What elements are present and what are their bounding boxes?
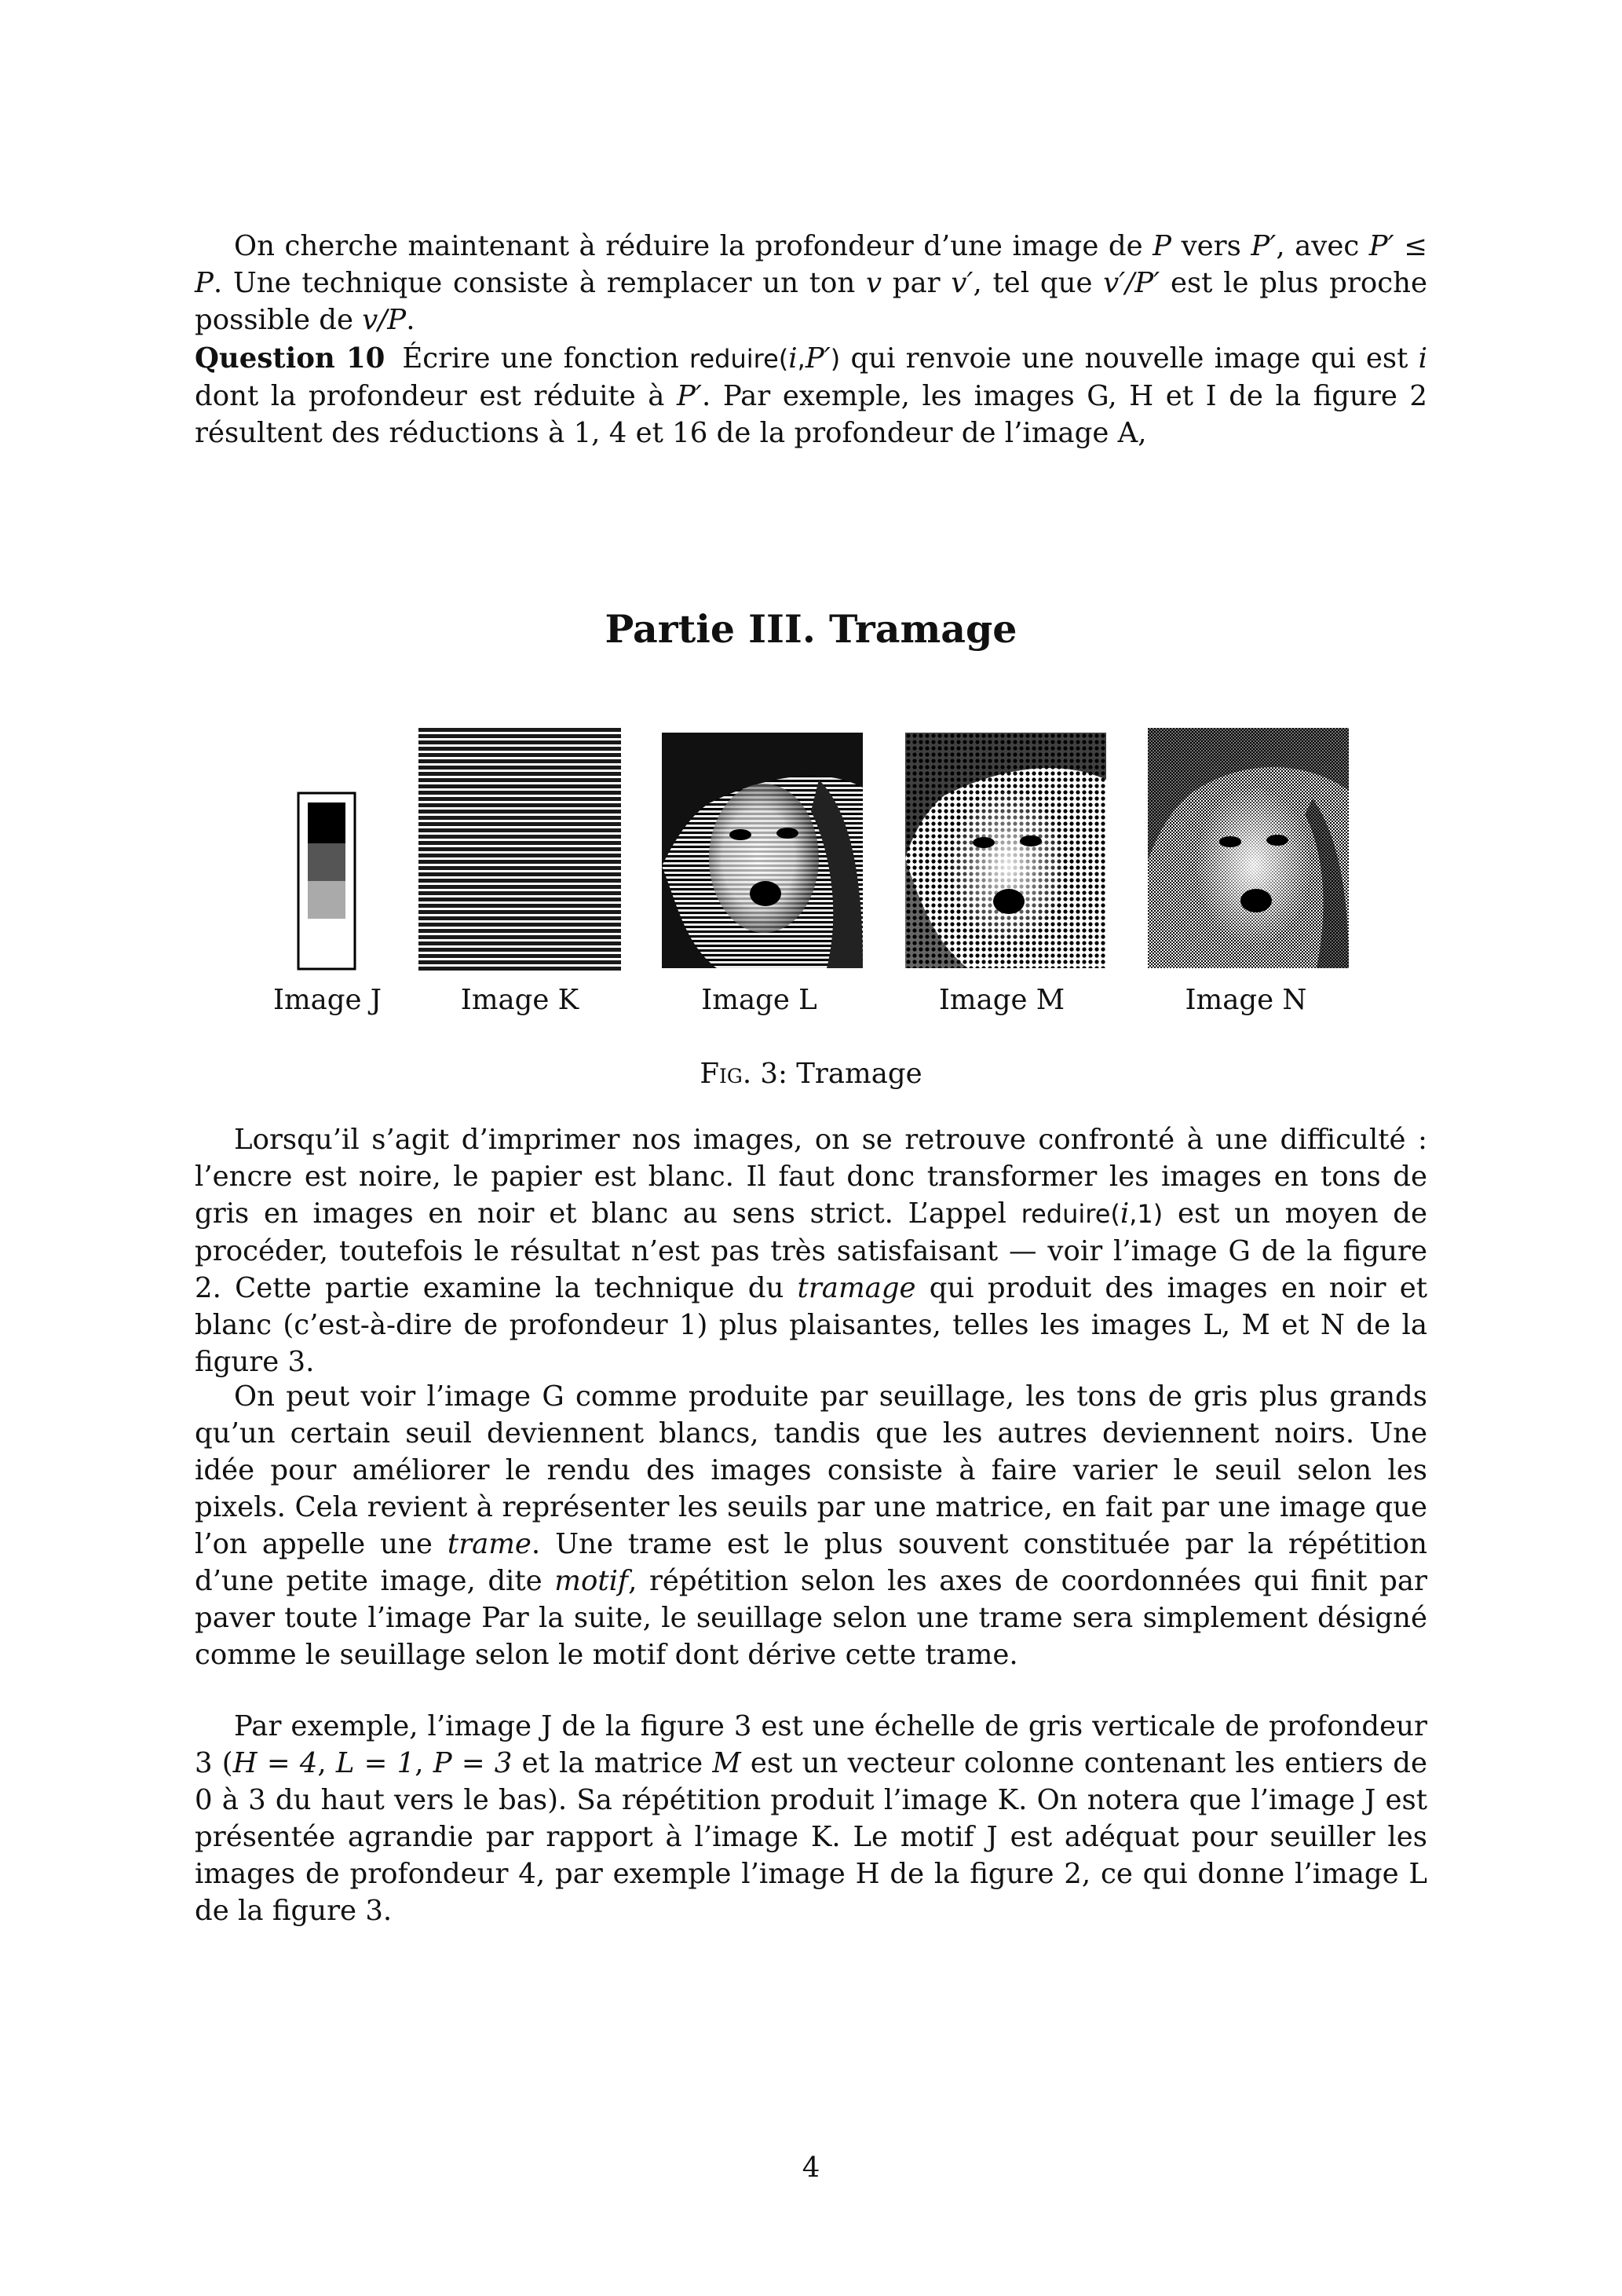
math-var: P′ [677, 380, 702, 412]
page-number: 4 [802, 2152, 820, 2184]
image-n-mouth [1240, 889, 1272, 912]
image-l-eye [729, 829, 751, 840]
caption-prefix: Fig. [700, 1058, 752, 1090]
math-var: P′ [1251, 230, 1277, 262]
text-run: , répétition selon les axes de coordonnées qui finit par paver toute l’image Par la suite, le seuillage selon une trame sera simplement désigné comme le seuillage selon le motif dont dérive cette trame. [195, 1565, 1427, 1671]
paragraph-printing [195, 1121, 1427, 1380]
figure-label-image-n: Image N [1185, 984, 1307, 1016]
text-run: . Une technique consiste à remplacer un ton [213, 267, 866, 299]
paragraph-example [195, 1708, 1427, 1929]
code-fn: reduire( [1021, 1199, 1120, 1229]
text-run: et la matrice [512, 1747, 713, 1779]
image-m-mouth [993, 889, 1025, 914]
question-10 [195, 340, 1427, 452]
image-j-cell [308, 881, 345, 919]
text-run: est un vecteur colonne contenant les entiers de 0 à 3 du haut vers le bas). Sa répétition produit l’image K. On notera que l’image J est présentée agrandie par rapport à l’image K. Le motif J est adéquat pour seuiller les images de profondeur 4, par exemple l’image H de la figure 2, ce qui donne l’image L de la figure 3. [195, 1747, 1427, 1927]
intro-paragraph [195, 228, 1427, 338]
text-run: Lorsqu’il s’agit d’imprimer nos images, on se retrouve confronté à une difficulté : l’encre est noire, le papier est blanc. Il faut donc transformer les images en tons de gris en images en noir et blanc au sens strict. L’appel [195, 1124, 1427, 1230]
code-rest: ,1) [1129, 1199, 1164, 1229]
text-run: dont la profondeur est réduite à [195, 380, 678, 412]
image-n-face [1197, 788, 1310, 942]
section-title: Partie III. Tramage [605, 606, 1017, 652]
text-run: , tel que [973, 267, 1104, 299]
text-run: On cherche maintenant à réduire la profondeur d’une image de [234, 230, 1153, 262]
math-var: i [1120, 1197, 1130, 1230]
image-m [905, 733, 1106, 968]
text-run: . [406, 304, 415, 336]
emphasis: tramage [797, 1272, 916, 1304]
question-label: Question 10 [195, 342, 385, 375]
figure-caption [0, 1058, 1622, 1090]
text-run: qui produit des images en noir et blanc (c’est-à-dire de profondeur 1) plus plaisantes, telles les images L, M et N de la figure 3. [195, 1272, 1427, 1378]
image-m-face [951, 792, 1064, 941]
image-n-eye [1219, 836, 1241, 847]
emphasis: motif [554, 1565, 629, 1597]
image-l [662, 733, 863, 968]
math-var: v′ [951, 267, 974, 299]
image-l-face [709, 784, 819, 933]
figure-3 [0, 711, 1622, 978]
code-reduire [689, 344, 840, 374]
image-j-cell [308, 843, 345, 881]
caption-text: 3: Tramage [751, 1058, 922, 1090]
emphasis: trame [447, 1528, 532, 1560]
text-run: par [882, 267, 952, 299]
math-inequality: P′ ≤ P [195, 230, 1427, 299]
text-run: On peut voir l’image G comme produite par seuillage, les tons de gris plus grands qu’un certain seuil deviennent blancs, tandis que les autres deviennent noirs. Une idée pour améliorer le rendu des images consiste à faire varier le seuil selon les pixels. Cela revient à représenter les seuils par une matrice, en fait par une image que l’on appelle une [195, 1380, 1427, 1560]
image-n [1148, 728, 1349, 968]
image-j-cell [308, 803, 345, 843]
code-sep: , [797, 344, 806, 374]
text-run: Par exemple, l’image J de la figure 3 est une échelle de gris verticale de profondeur 3 ( [195, 1710, 1427, 1779]
text-run: , [415, 1747, 433, 1779]
text-run: est le plus proche possible de [195, 267, 1427, 336]
code-close: ) [830, 344, 841, 374]
image-j-cell [308, 919, 345, 960]
math-var: M [712, 1747, 741, 1779]
figure-label-image-k: Image K [460, 984, 579, 1016]
figure-label-image-m: Image M [938, 984, 1065, 1016]
text-run: qui renvoie une nouvelle image qui est [840, 342, 1419, 375]
image-l-mouth [750, 881, 781, 906]
text-run: vers [1171, 230, 1251, 262]
math-ratio: v/P [362, 304, 407, 336]
image-k-stripes [418, 728, 621, 971]
text-run: . Une trame est le plus souvent constituée par la répétition d’une petite image, dite [195, 1528, 1428, 1597]
math-equation: P = 3 [433, 1747, 513, 1779]
text-run: , avec [1276, 230, 1369, 262]
math-var: P′ [805, 342, 831, 375]
image-l-eye [776, 828, 798, 839]
image-j [297, 792, 356, 971]
image-n-eye [1266, 835, 1288, 846]
text-run: . Par exemple, les images G, H et I de la figure 2 résultent des réductions à 1, 4 et 16 de la profondeur de l’image A, [195, 380, 1427, 449]
code-reduire [1021, 1199, 1164, 1229]
math-equation: H = 4 [232, 1747, 318, 1779]
figure-label-image-l: Image L [701, 984, 817, 1016]
image-k [418, 728, 621, 971]
code-fn: reduire( [689, 344, 789, 374]
math-var: P [1153, 230, 1172, 262]
image-m-eye [1020, 835, 1042, 846]
math-var: i [788, 342, 798, 375]
math-var: i [1418, 342, 1427, 375]
text-run: , [317, 1747, 336, 1779]
text-run: est un moyen de procéder, toutefois le résultat n’est pas très satisfaisant — voir l’image G de la figure 2. Cette partie examine la technique du [195, 1197, 1428, 1304]
paragraph-thresholding [195, 1378, 1427, 1673]
math-var: v [865, 267, 882, 299]
math-equation: L = 1 [335, 1747, 415, 1779]
figure-label-image-j: Image J [272, 984, 382, 1016]
image-m-eye [973, 837, 995, 848]
math-ratio: v′/P′ [1103, 267, 1160, 299]
text-run: Écrire une fonction [402, 342, 690, 375]
